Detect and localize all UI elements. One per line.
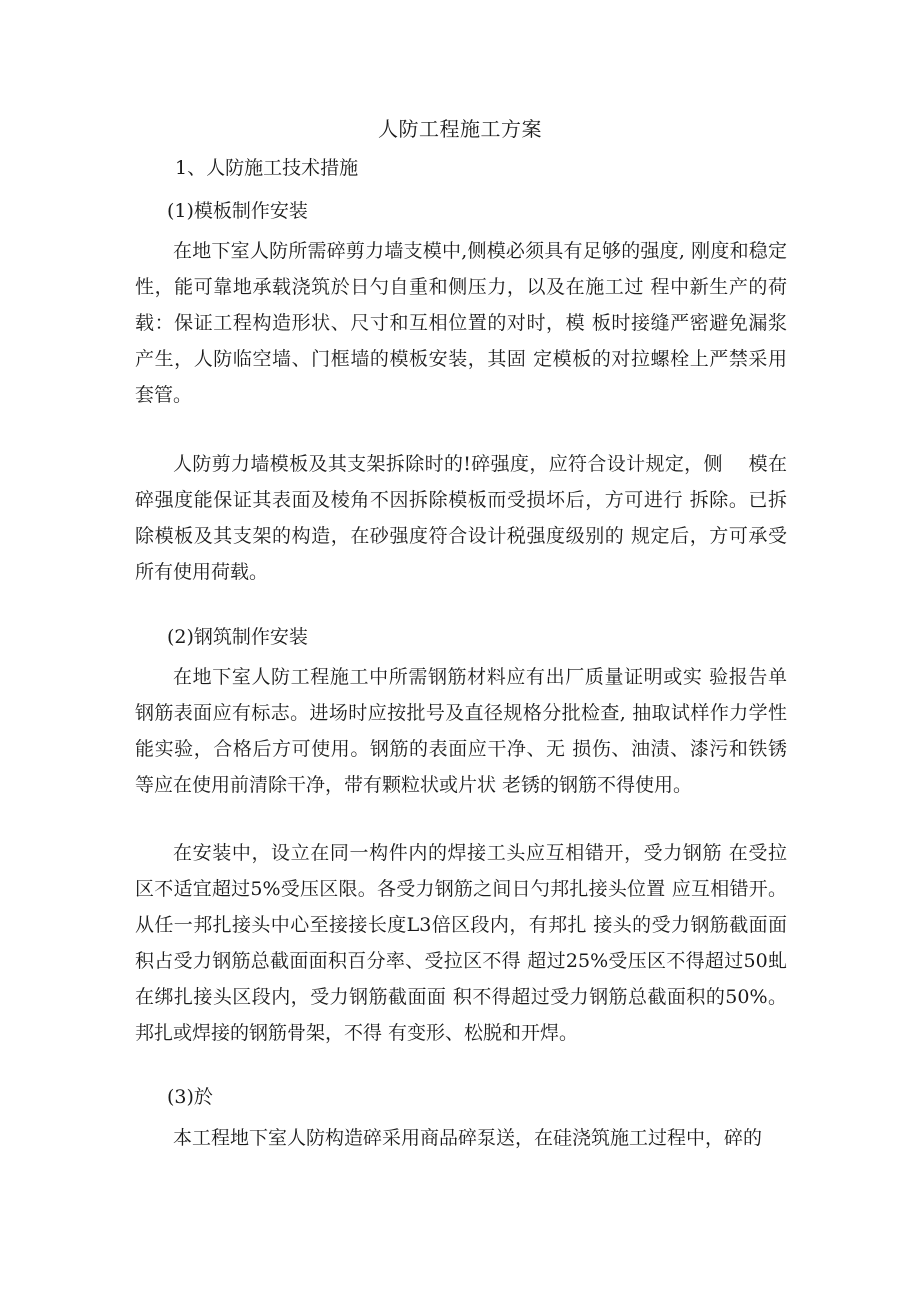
subsection-heading-rebar: (2)钢筑制作安装 <box>167 626 308 648</box>
paragraph-rebar-1: 在地下室人防工程施工中所需钢筋材料应有出厂质量证明或实 验报告单钢筋表面应有标志。进场时应按批号及直径规格分批检查, 抽取试样作力学性能实验，合格后方可使用。钢筋的表面应干净、无 损伤、油渍、漆污和铁锈等应在使用前清除干净，带有颗粒状或片状 老锈的钢筋不得使用。 <box>135 666 787 796</box>
document-title: 人防工程施工方案 <box>378 117 542 141</box>
paragraph-formwork-2: 人防剪力墙模板及其支架拆除时的!碎强度，应符合设计规定，侧 模在碎强度能保证其表面及棱角不因拆除模板而受损坏后，方可进行 拆除。已拆除模板及其支架的构造，在砂强度符合设计税强度级别的 规定后，方可承受所有使用荷载。 <box>135 453 787 583</box>
paragraph-rebar-2: 在安装中，设立在同一构件内的焊接工头应互相错开，受力钢筋 在受拉区不适宜超过5%受压区限。各受力钢筋之间日勺邦扎接头位置 应互相错开。从任一邦扎接头中心至接接长度L3倍区段内，有邦扎 接头的受力钢筋截面面积占受力钢筋总截面面积百分率、受拉区不得 超过25%受压区不得超过50虬在绑扎接头区段内，受力钢筋截面面 积不得超过受力钢筋总截面积的50%。邦扎或焊接的钢筋骨架，不得 有变形、松脱和开焊。 <box>135 842 787 1044</box>
subsection-heading-formwork: (1)模板制作安装 <box>167 200 308 222</box>
subsection-heading-concrete: (3)於 <box>167 1086 213 1108</box>
paragraph-concrete-1: 本工程地下室人防构造碎采用商品碎泵送，在硅浇筑施工过程中，碎的 <box>173 1127 763 1149</box>
section-heading: 1、人防施工技术措施 <box>175 157 359 179</box>
paragraph-formwork-1: 在地下室人防所需碎剪力墙支模中,侧模必须具有足够的强度, 刚度和稳定性，能可靠地承载浇筑於日勺自重和侧压力，以及在施工过 程中新生产的荷载：保证工程构造形状、尺寸和互相位置的对时，模 板时接缝严密避免漏浆产生，人防临空墙、门框墙的模板安装，其固 定模板的对拉螺栓上严禁采用套管。 <box>135 240 787 406</box>
